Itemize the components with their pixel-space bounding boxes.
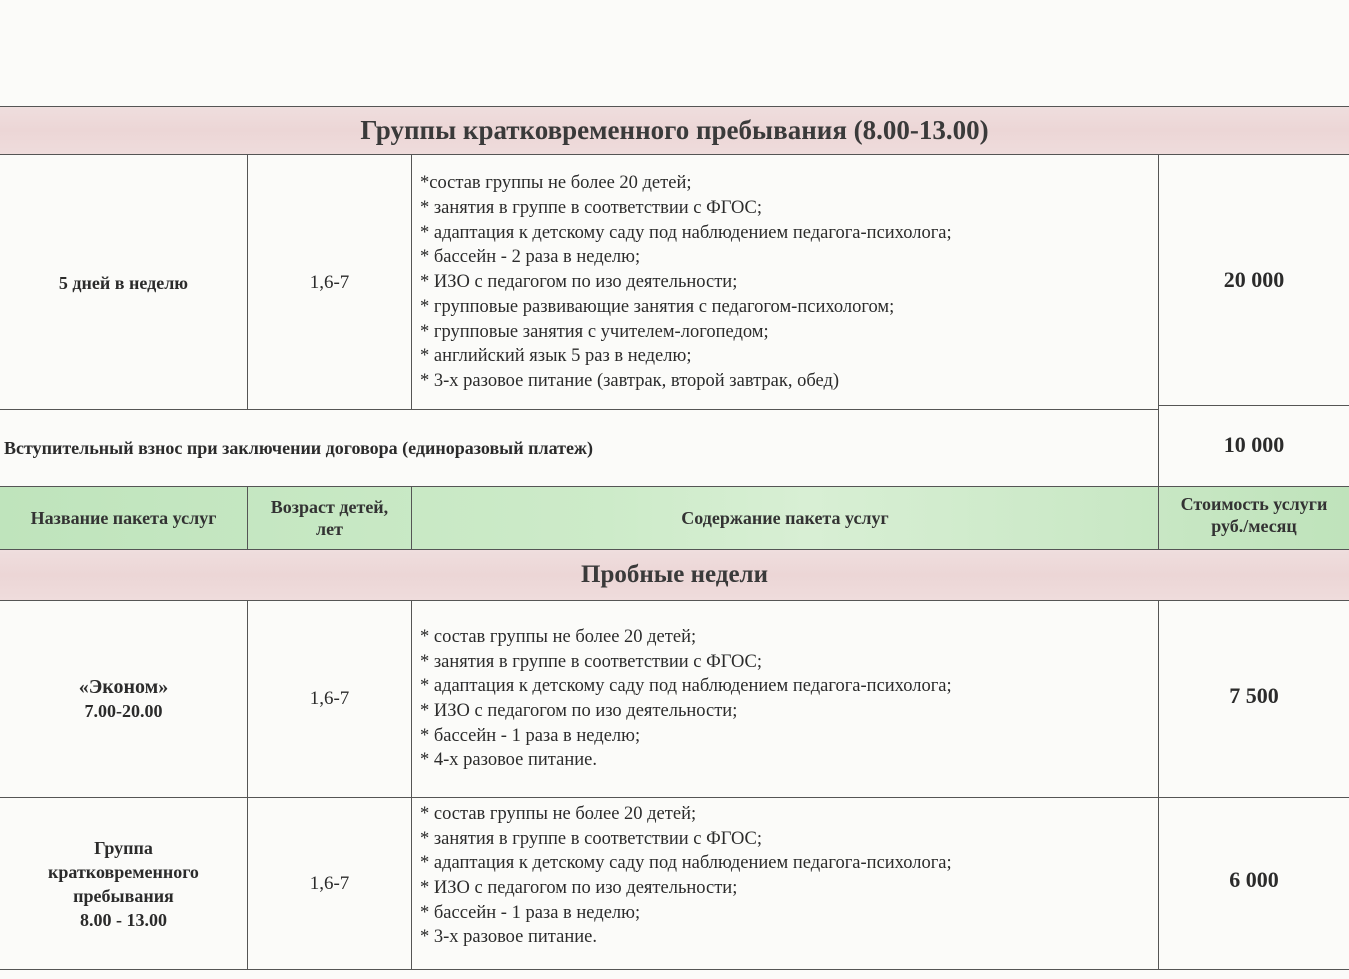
list-item: * ИЗО с педагогом по изо деятельности; xyxy=(420,701,738,721)
list-item: * занятия в группе в соответствии с ФГОС; xyxy=(420,198,763,219)
column-rule xyxy=(411,486,412,550)
list-item: * 4-х разовое питание. xyxy=(420,750,597,771)
column-rule xyxy=(411,154,412,410)
table-rule xyxy=(0,600,1349,601)
package-name-line4: 8.00 - 13.00 xyxy=(80,909,167,930)
list-item: * занятия в группе в соответствии с ФГОС; xyxy=(420,651,763,672)
package-content-cell xyxy=(420,155,1158,410)
section-title-text: Пробные недели xyxy=(581,561,768,588)
table-rule xyxy=(0,549,1349,550)
package-name-line2: 7.00-20.00 xyxy=(84,701,163,721)
package-content-list xyxy=(420,171,952,393)
table-rule xyxy=(1159,405,1349,406)
column-rule xyxy=(1158,600,1159,970)
header-content: Содержание пакета услуг xyxy=(681,508,889,528)
column-rule xyxy=(1158,486,1159,550)
package-age: 1,6-7 xyxy=(309,271,350,293)
column-rule xyxy=(411,600,412,970)
column-rule xyxy=(1158,154,1159,486)
package-name-cell xyxy=(0,155,247,410)
package-price-cell xyxy=(1159,155,1349,405)
package-price-cell xyxy=(1159,598,1349,794)
list-item: * ИЗО с педагогом по изо деятельности; xyxy=(420,878,738,898)
package-name-line1: Группа xyxy=(94,837,153,858)
column-rule xyxy=(247,486,248,550)
header-age-line1: Возраст детей, xyxy=(270,497,389,517)
package-name-line3: пребывания xyxy=(73,885,174,906)
header-cell-age xyxy=(248,486,411,550)
list-item: *состав группы не более 20 детей; xyxy=(420,173,692,194)
header-age-line2: лет xyxy=(316,519,343,539)
header-name: Название пакета услуг xyxy=(30,508,217,528)
package-name-line1: «Эконом» xyxy=(78,676,169,698)
list-item: * бассейн - 2 раза в неделю; xyxy=(420,247,641,268)
entrance-fee-label-cell xyxy=(4,410,1154,486)
list-item: * адаптация к детскому саду под наблюдением педагога-психолога; xyxy=(420,222,952,243)
package-age-cell xyxy=(248,155,411,410)
package-price: 6 000 xyxy=(1229,867,1279,892)
section-title-short-stay xyxy=(0,106,1349,154)
section-title-trial xyxy=(0,550,1349,600)
package-name-cell xyxy=(0,600,247,798)
table-rule xyxy=(0,106,1349,107)
table-rule xyxy=(0,409,1159,410)
package-content-cell xyxy=(420,796,1158,956)
header-cell-content xyxy=(412,486,1158,550)
list-item: * состав группы не более 20 детей; xyxy=(420,803,697,824)
column-rule xyxy=(247,600,248,970)
table-rule xyxy=(0,797,1349,798)
package-price: 7 500 xyxy=(1229,683,1279,708)
column-rule xyxy=(247,154,248,410)
header-price-line2: руб./месяц xyxy=(1211,516,1297,536)
list-item: * английский язык 5 раз в неделю; xyxy=(420,346,692,367)
entrance-fee-price-cell xyxy=(1159,406,1349,484)
list-item: * 3-х разовое питание. xyxy=(420,927,597,948)
table-rule xyxy=(0,969,1349,970)
package-content-list xyxy=(420,625,952,773)
package-content-list xyxy=(420,802,952,950)
package-price: 20 000 xyxy=(1223,267,1285,292)
list-item: * занятия в группе в соответствии с ФГОС; xyxy=(420,828,763,849)
table-rule xyxy=(0,154,1349,155)
entrance-fee-label: Вступительный взнос при заключении договора (единоразовый платеж) xyxy=(4,437,593,458)
header-cell-name xyxy=(0,486,247,550)
list-item: * бассейн - 1 раза в неделю; xyxy=(420,902,641,923)
entrance-fee-price: 10 000 xyxy=(1223,432,1285,457)
package-age: 1,6-7 xyxy=(309,688,350,709)
section-title-text: Группы кратковременного пребывания (8.00-13.00) xyxy=(360,114,989,145)
list-item: * состав группы не более 20 детей; xyxy=(420,626,697,647)
list-item: * 3-х разовое питание (завтрак, второй завтрак, обед) xyxy=(420,370,840,391)
package-name-line2: кратковременного xyxy=(48,861,199,882)
list-item: * адаптация к детскому саду под наблюдением педагога-психолога; xyxy=(420,676,952,697)
header-cell-price xyxy=(1159,484,1349,546)
list-item: * групповые занятия с учителем-логопедом; xyxy=(420,321,769,342)
package-name: 5 дней в неделю xyxy=(58,272,189,293)
package-age: 1,6-7 xyxy=(309,872,350,894)
header-price-line1: Стоимость услуги xyxy=(1180,494,1328,514)
package-age-cell xyxy=(248,600,411,798)
list-item: * адаптация к детскому саду под наблюдением педагога-психолога; xyxy=(420,853,952,874)
package-name-cell xyxy=(0,798,247,969)
list-item: * бассейн - 1 раза в неделю; xyxy=(420,725,641,746)
package-content-cell xyxy=(420,600,1158,798)
package-price-cell xyxy=(1159,796,1349,964)
package-age-cell xyxy=(248,798,411,969)
list-item: * групповые развивающие занятия с педагогом-психологом; xyxy=(420,296,895,317)
table-rule xyxy=(0,486,1349,487)
list-item: * ИЗО с педагогом по изо деятельности; xyxy=(420,272,738,293)
